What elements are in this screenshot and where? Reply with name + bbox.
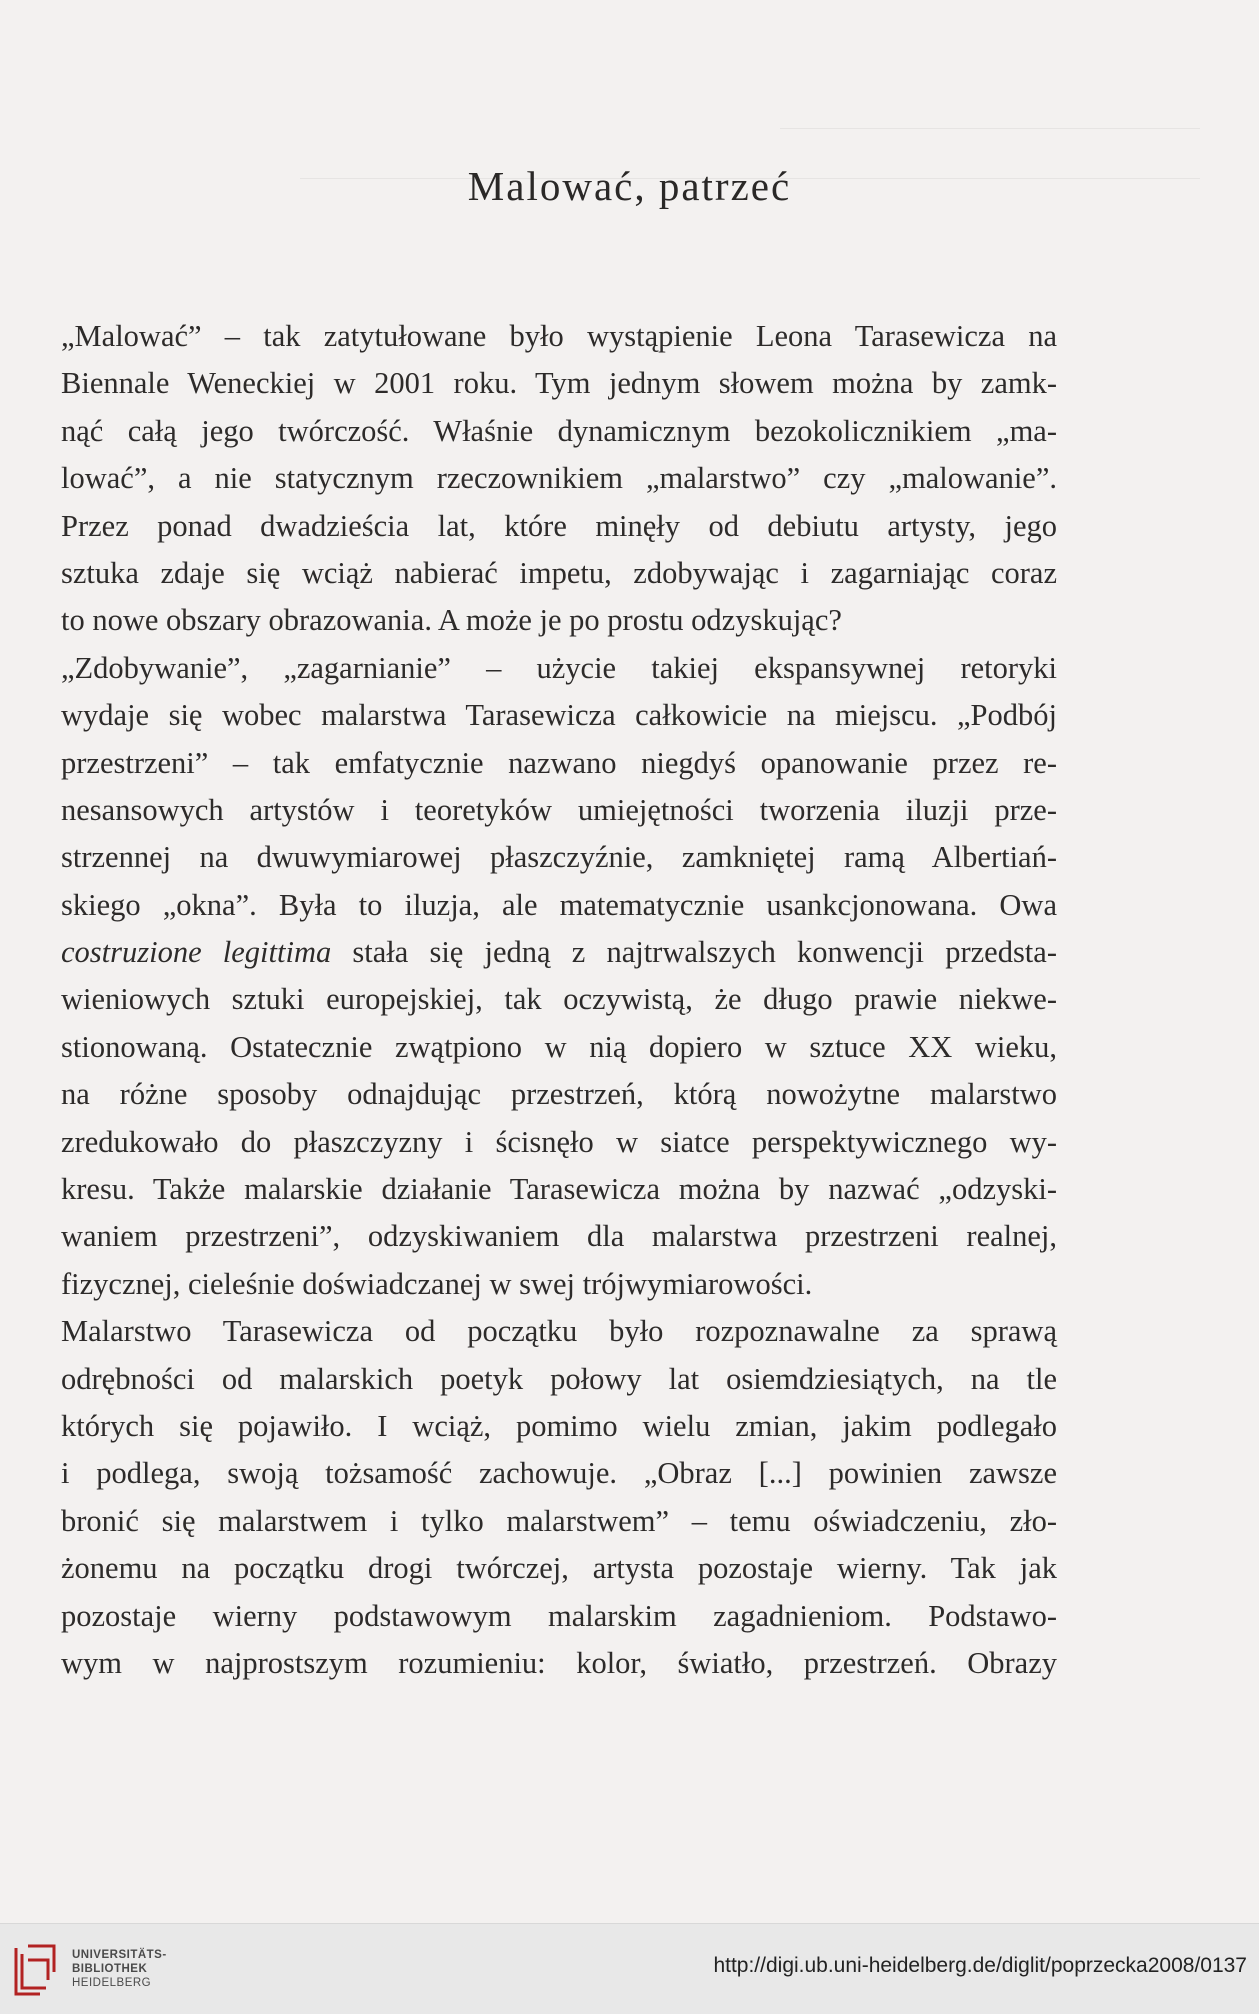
library-name <box>72 1948 167 1990</box>
text-line: na różne sposoby odnajdując przestrzeń, którą nowożytne malarstwo <box>61 1077 1057 1112</box>
text-line: sztuka zdaje się wciąż nabierać impetu, zdobywając i zagarniając coraz <box>61 555 1057 590</box>
text-line-with-italic <box>61 929 1057 976</box>
text-line: Biennale Weneckiej w 2001 roku. Tym jednym słowem można by zamk- <box>61 366 1057 401</box>
text-line: wieniowych sztuki europejskiej, tak oczywistą, że długo prawie niekwe- <box>61 982 1057 1017</box>
text-line: stionowaną. Ostatecznie zwątpiono w nią dopiero w sztuce XX wieku, <box>61 1029 1057 1064</box>
text-line: Przez ponad dwadzieścia lat, które minęły od debiutu artysty, jego <box>61 508 1057 543</box>
digitization-footer <box>0 1923 1259 2014</box>
text-line: „Malować” – tak zatytułowane było wystąpienie Leona Tarasewicza na <box>61 319 1057 353</box>
text-line: skiego „okna”. Była to iluzja, ale matematycznie usankcjonowana. Owa <box>61 887 1057 922</box>
library-name-line: HEIDELBERG <box>72 1977 152 1989</box>
library-logo-icon <box>12 1942 60 2000</box>
text-line: zredukowało do płaszczyzny i ścisnęło w siatce perspektywicznego wy- <box>61 1124 1057 1159</box>
text-line: to nowe obszary obrazowania. A może je po prostu odzyskując? <box>61 603 842 638</box>
bleed-through-mark <box>780 128 1200 129</box>
text-line: których się pojawiło. I wciąż, pomimo wielu zmian, jakim podlegało <box>61 1408 1057 1443</box>
text-line: wydaje się wobec malarstwa Tarasewicza całkowicie na miejscu. „Podbój <box>61 698 1057 733</box>
text-line: nesansowych artystów i teoretyków umiejętności tworzenia iluzji prze- <box>61 792 1057 827</box>
text-line: bronić się malarstwem i tylko malarstwem” – temu oświadczeniu, zło- <box>61 1503 1057 1538</box>
library-name-line: BIBLIOTHEK <box>72 1963 148 1975</box>
chapter-title: Malować, patrzeć <box>467 163 792 209</box>
text-line: kresu. Także malarskie działanie Tarasewicza można by nazwać „odzyski- <box>61 1172 1057 1207</box>
library-name-line: UNIVERSITÄTS- <box>72 1949 167 1961</box>
italic-term: costruzione legittima <box>61 935 332 970</box>
text-line: fizycznej, cieleśnie doświadczanej w swej trójwymiarowości. <box>61 1266 813 1301</box>
text-line: Malarstwo Tarasewicza od początku było rozpoznawalne za sprawą <box>61 1314 1057 1349</box>
text-line: pozostaje wierny podstawowym malarskim zagadnieniom. Podstawo- <box>61 1598 1057 1633</box>
text-line: waniem przestrzeni”, odzyskiwaniem dla malarstwa przestrzeni realnej, <box>61 1219 1057 1254</box>
text-line: nąć całą jego twórczość. Właśnie dynamicznym bezokolicznikiem „ma- <box>61 413 1057 448</box>
body-paragraph <box>61 313 1057 1687</box>
source-url-link[interactable]: http://digi.ub.uni-heidelberg.de/diglit/poprzecka2008/0137 <box>713 1954 1247 1977</box>
text-line: strzennej na dwuwymiarowej płaszczyźnie, zamkniętej ramą Albertiań- <box>61 840 1057 875</box>
text-line: „Zdobywanie”, „zagarnianie” – użycie takiej ekspansywnej retoryki <box>61 650 1057 685</box>
text-line: lować”, a nie statycznym rzeczownikiem „malarstwo” czy „malowanie”. <box>61 461 1057 496</box>
text-line: i podlega, swoją tożsamość zachowuje. „Obraz [...] powinien zawsze <box>61 1456 1057 1491</box>
text-line: wym w najprostszym rozumieniu: kolor, światło, przestrzeń. Obrazy <box>61 1645 1057 1680</box>
text-line: przestrzeni” – tak emfatycznie nazwano niegdyś opanowanie przez re- <box>61 745 1057 780</box>
text-line: odrębności od malarskich poetyk połowy lat osiemdziesiątych, na tle <box>61 1361 1057 1396</box>
text-line-rest: stała się jedną z najtrwalszych konwencji przedsta- <box>352 935 1057 970</box>
text-line: żonemu na początku drogi twórczej, artysta pozostaje wierny. Tak jak <box>61 1551 1057 1586</box>
